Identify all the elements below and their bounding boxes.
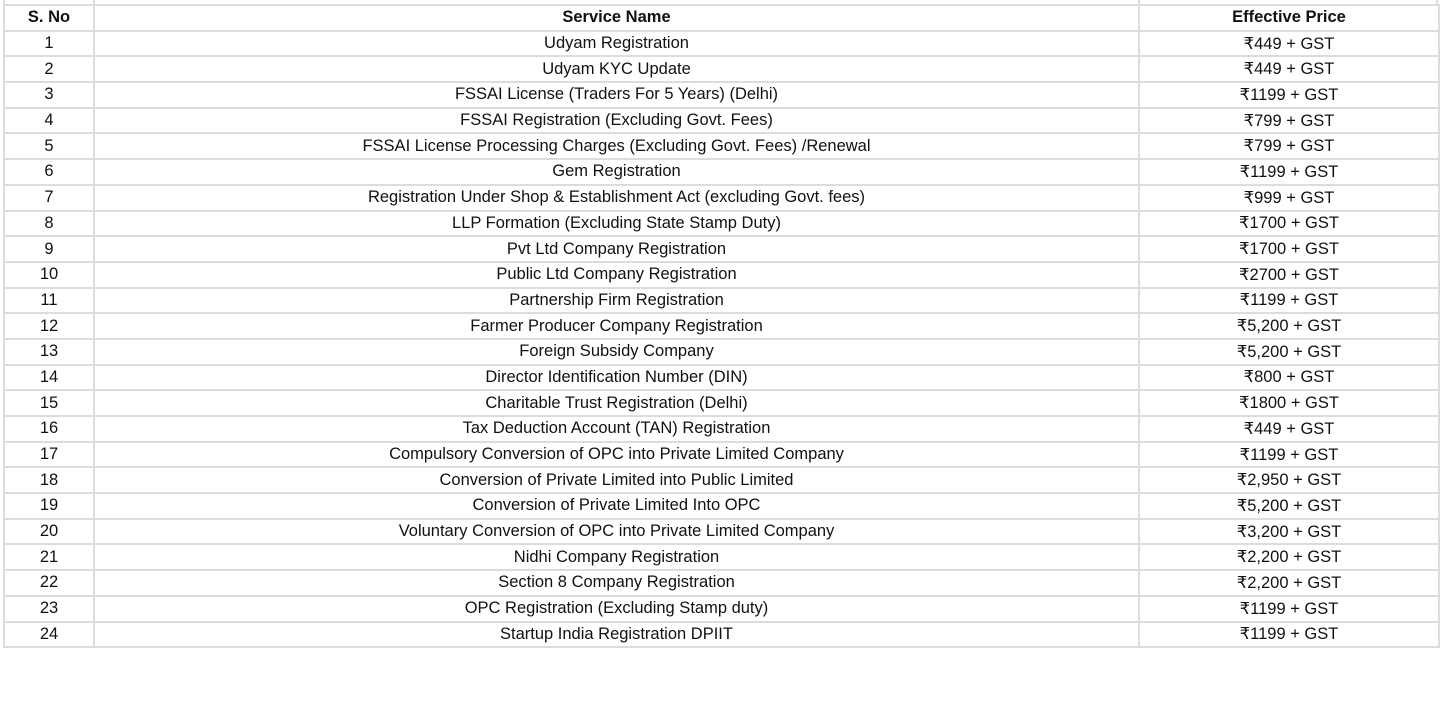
cell-sno: 7 <box>4 185 94 211</box>
cell-sno: 3 <box>4 82 94 108</box>
cell-service-name: Compulsory Conversion of OPC into Private Limited Company <box>94 442 1139 468</box>
cell-service-name: Farmer Producer Company Registration <box>94 313 1139 339</box>
cell-service-name: FSSAI License (Traders For 5 Years) (Delhi) <box>94 82 1139 108</box>
cell-effective-price: ₹449 + GST <box>1139 56 1439 82</box>
table-row <box>4 211 1439 237</box>
cell-effective-price: ₹799 + GST <box>1139 108 1439 134</box>
cell-effective-price: ₹1199 + GST <box>1139 159 1439 185</box>
table-row <box>4 133 1439 159</box>
cell-service-name: Public Ltd Company Registration <box>94 262 1139 288</box>
service-pricing-table <box>3 4 1440 648</box>
cell-sno: 24 <box>4 622 94 648</box>
cell-effective-price: ₹1199 + GST <box>1139 288 1439 314</box>
cell-sno: 9 <box>4 236 94 262</box>
table-row <box>4 519 1439 545</box>
cell-service-name: FSSAI License Processing Charges (Excluding Govt. Fees) /Renewal <box>94 133 1139 159</box>
cell-service-name: Udyam KYC Update <box>94 56 1139 82</box>
cell-service-name: Registration Under Shop & Establishment Act (excluding Govt. fees) <box>94 185 1139 211</box>
cell-sno: 13 <box>4 339 94 365</box>
table-row <box>4 467 1439 493</box>
cell-effective-price: ₹5,200 + GST <box>1139 339 1439 365</box>
cell-service-name: Voluntary Conversion of OPC into Private Limited Company <box>94 519 1139 545</box>
cell-sno: 5 <box>4 133 94 159</box>
cell-effective-price: ₹1700 + GST <box>1139 211 1439 237</box>
cell-effective-price: ₹1199 + GST <box>1139 442 1439 468</box>
cell-effective-price: ₹2700 + GST <box>1139 262 1439 288</box>
cell-sno: 23 <box>4 596 94 622</box>
cell-effective-price: ₹1199 + GST <box>1139 596 1439 622</box>
cell-service-name: LLP Formation (Excluding State Stamp Duty) <box>94 211 1139 237</box>
cell-sno: 21 <box>4 544 94 570</box>
table-row <box>4 442 1439 468</box>
cell-sno: 20 <box>4 519 94 545</box>
cell-effective-price: ₹1800 + GST <box>1139 390 1439 416</box>
header-effective-price: Effective Price <box>1139 5 1439 31</box>
cell-sno: 19 <box>4 493 94 519</box>
cell-sno: 2 <box>4 56 94 82</box>
cell-sno: 11 <box>4 288 94 314</box>
cell-service-name: OPC Registration (Excluding Stamp duty) <box>94 596 1139 622</box>
table-row <box>4 159 1439 185</box>
cell-sno: 15 <box>4 390 94 416</box>
cell-sno: 1 <box>4 31 94 57</box>
cell-service-name: Charitable Trust Registration (Delhi) <box>94 390 1139 416</box>
cell-service-name: Partnership Firm Registration <box>94 288 1139 314</box>
header-row <box>4 5 1439 31</box>
cell-effective-price: ₹5,200 + GST <box>1139 313 1439 339</box>
cell-service-name: Foreign Subsidy Company <box>94 339 1139 365</box>
cell-service-name: Conversion of Private Limited into Public Limited <box>94 467 1139 493</box>
cell-effective-price: ₹800 + GST <box>1139 365 1439 391</box>
table-row <box>4 185 1439 211</box>
cell-effective-price: ₹2,200 + GST <box>1139 544 1439 570</box>
pricing-table-container <box>3 4 1440 648</box>
cell-sno: 12 <box>4 313 94 339</box>
cell-effective-price: ₹449 + GST <box>1139 31 1439 57</box>
cell-effective-price: ₹1199 + GST <box>1139 82 1439 108</box>
table-row <box>4 82 1439 108</box>
cell-effective-price: ₹999 + GST <box>1139 185 1439 211</box>
cell-effective-price: ₹1700 + GST <box>1139 236 1439 262</box>
table-row <box>4 622 1439 648</box>
cell-service-name: Section 8 Company Registration <box>94 570 1139 596</box>
cell-effective-price: ₹3,200 + GST <box>1139 519 1439 545</box>
table-body <box>4 31 1439 648</box>
cell-sno: 17 <box>4 442 94 468</box>
cell-effective-price: ₹449 + GST <box>1139 416 1439 442</box>
table-row <box>4 596 1439 622</box>
table-row <box>4 288 1439 314</box>
table-row <box>4 365 1439 391</box>
table-row <box>4 339 1439 365</box>
table-row <box>4 262 1439 288</box>
table-row <box>4 544 1439 570</box>
cell-service-name: Udyam Registration <box>94 31 1139 57</box>
cell-sno: 18 <box>4 467 94 493</box>
table-row <box>4 108 1439 134</box>
table-row <box>4 570 1439 596</box>
cell-sno: 14 <box>4 365 94 391</box>
cell-sno: 6 <box>4 159 94 185</box>
table-row <box>4 236 1439 262</box>
cell-service-name: Pvt Ltd Company Registration <box>94 236 1139 262</box>
table-row <box>4 416 1439 442</box>
cell-effective-price: ₹5,200 + GST <box>1139 493 1439 519</box>
cell-service-name: Startup India Registration DPIIT <box>94 622 1139 648</box>
cell-effective-price: ₹2,950 + GST <box>1139 467 1439 493</box>
cell-effective-price: ₹2,200 + GST <box>1139 570 1439 596</box>
cell-service-name: Director Identification Number (DIN) <box>94 365 1139 391</box>
table-row <box>4 56 1439 82</box>
cell-service-name: FSSAI Registration (Excluding Govt. Fees) <box>94 108 1139 134</box>
cell-effective-price: ₹799 + GST <box>1139 133 1439 159</box>
cell-service-name: Conversion of Private Limited Into OPC <box>94 493 1139 519</box>
cell-effective-price: ₹1199 + GST <box>1139 622 1439 648</box>
cell-sno: 22 <box>4 570 94 596</box>
cell-sno: 16 <box>4 416 94 442</box>
table-row <box>4 313 1439 339</box>
cell-sno: 8 <box>4 211 94 237</box>
header-service-name: Service Name <box>94 5 1139 31</box>
cell-service-name: Nidhi Company Registration <box>94 544 1139 570</box>
cell-sno: 4 <box>4 108 94 134</box>
table-row <box>4 493 1439 519</box>
header-sno: S. No <box>4 5 94 31</box>
table-row <box>4 31 1439 57</box>
table-row <box>4 390 1439 416</box>
cell-service-name: Gem Registration <box>94 159 1139 185</box>
cell-sno: 10 <box>4 262 94 288</box>
cell-service-name: Tax Deduction Account (TAN) Registration <box>94 416 1139 442</box>
